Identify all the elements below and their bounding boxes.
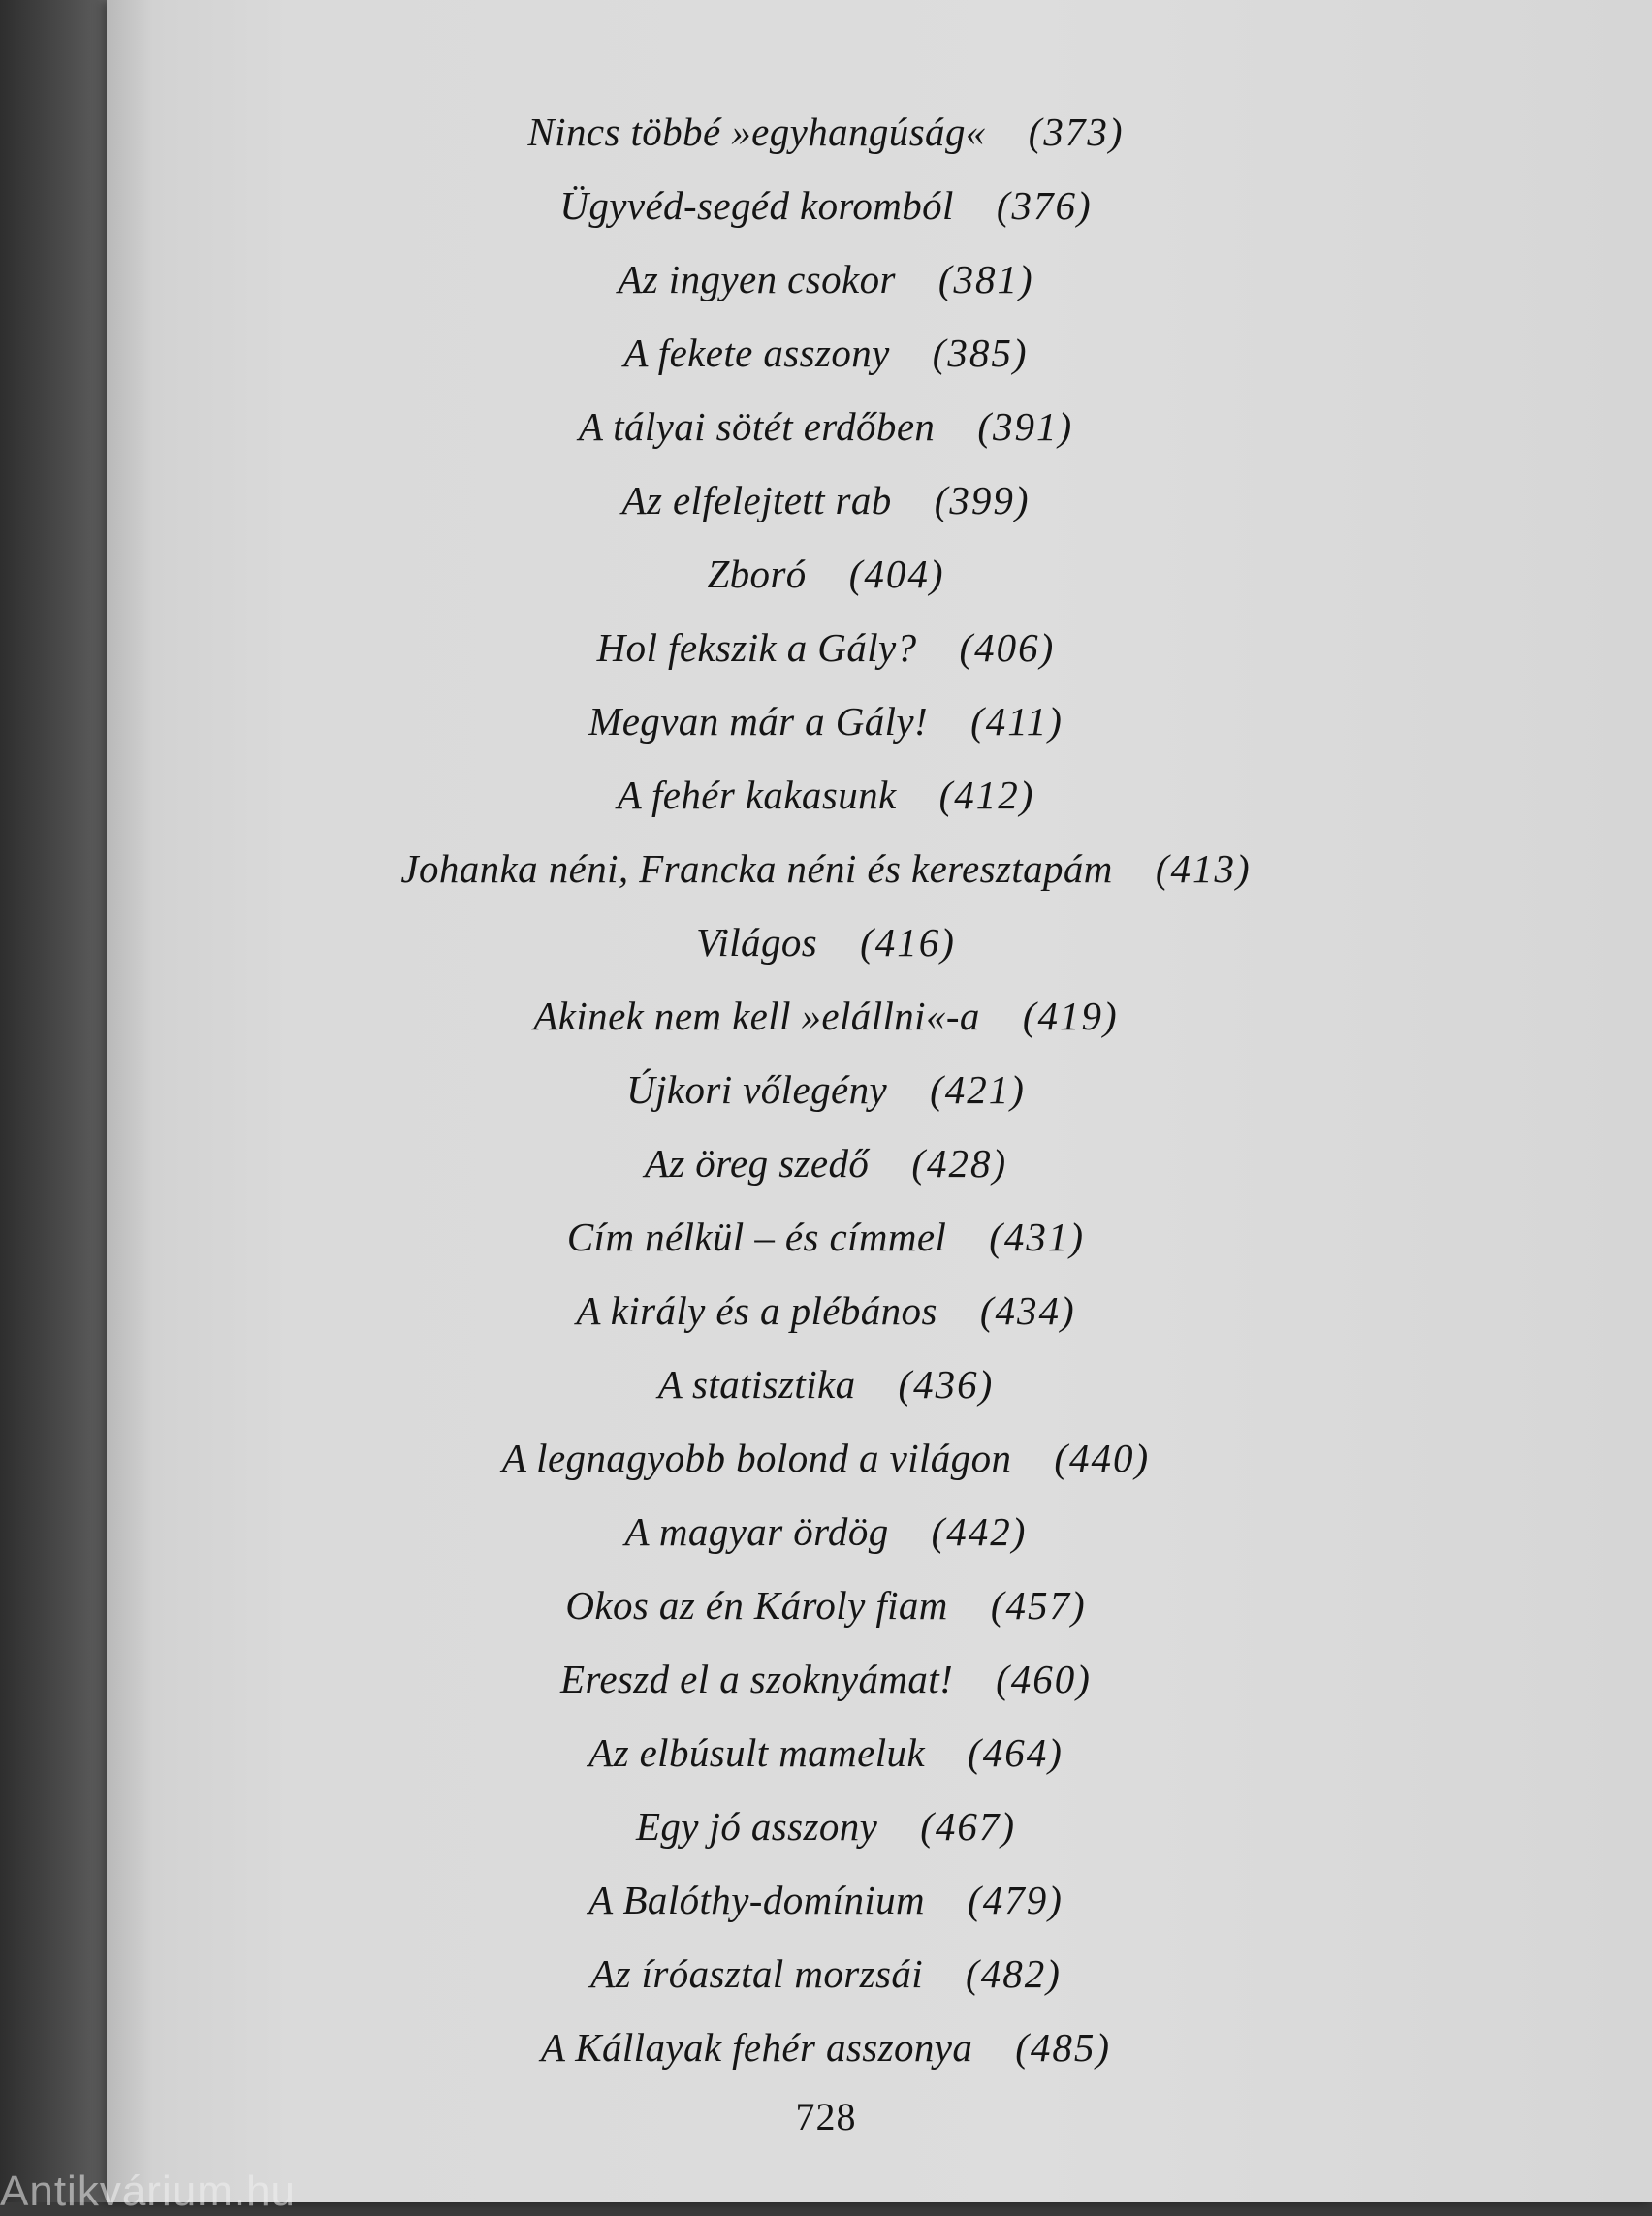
- toc-entry-page: (376): [996, 183, 1093, 228]
- toc-entry: [0, 1642, 1652, 1716]
- toc-entry: [0, 1716, 1652, 1789]
- toc-entry-page: (442): [931, 1509, 1028, 1554]
- toc-entry-title: Okos az én Károly fiam: [565, 1583, 948, 1628]
- watermark-text: Antikvárium.hu: [0, 2168, 297, 2215]
- toc-entry: [0, 1053, 1652, 1126]
- toc-entry-page: (421): [930, 1067, 1026, 1112]
- toc-entry-title: A magyar ördög: [624, 1509, 889, 1554]
- toc-entry-title: Johanka néni, Francka néni és keresztapám: [400, 846, 1113, 891]
- toc-entry-page: (464): [968, 1730, 1064, 1775]
- toc-entry-title: A Balóthy-domínium: [588, 1878, 926, 1922]
- toc-entry-title: Az öreg szedő: [644, 1141, 870, 1186]
- toc-entry-page: (373): [1028, 110, 1125, 154]
- toc-entry-page: (440): [1054, 1436, 1151, 1480]
- toc-entry-title: Nincs többé »egyhangúság«: [527, 110, 986, 154]
- toc-entry: [0, 1126, 1652, 1200]
- toc-entry: [0, 316, 1652, 390]
- toc-entry-title: Az elfelejtett rab: [621, 478, 892, 522]
- toc-entry-title: Megvan már a Gály!: [588, 699, 929, 744]
- toc-entry-title: Ügyvéd-segéd koromból: [559, 183, 954, 228]
- toc-entry-page: (482): [966, 1951, 1062, 1996]
- toc-entry-page: (457): [990, 1583, 1087, 1628]
- toc-entry: [0, 905, 1652, 979]
- toc-entry-page: (406): [959, 625, 1056, 670]
- toc-entry-title: Akinek nem kell »elállni«-a: [533, 994, 980, 1038]
- toc-entry: [0, 1421, 1652, 1495]
- toc-entry: [0, 1274, 1652, 1347]
- toc-entry: [0, 611, 1652, 684]
- toc-entry-page: (381): [937, 257, 1034, 301]
- toc-entry: [0, 2010, 1652, 2084]
- toc-entry-title: Cím nélkül – és címmel: [566, 1215, 947, 1259]
- toc-entry-page: (385): [932, 331, 1029, 375]
- toc-entry-title: Egy jó asszony: [635, 1804, 878, 1849]
- toc-entry: [0, 537, 1652, 611]
- toc-entry-page: (479): [968, 1878, 1064, 1922]
- toc-entry-page: (434): [979, 1288, 1076, 1333]
- toc-entry-title: A tályai sötét erdőben: [578, 404, 936, 449]
- toc-entry-title: Újkori vőlegény: [626, 1067, 888, 1112]
- toc-entry: [0, 1568, 1652, 1642]
- toc-entry: [0, 1347, 1652, 1421]
- toc-entry-page: (419): [1022, 994, 1119, 1038]
- toc-entry-page: (467): [920, 1804, 1017, 1849]
- toc-entry-page: (460): [996, 1657, 1092, 1701]
- toc-entry-page: (404): [848, 552, 945, 596]
- toc-entry-page: (399): [934, 478, 1031, 522]
- toc-entry-title: Hol fekszik a Gály?: [596, 625, 917, 670]
- toc-entry-title: A statisztika: [657, 1362, 856, 1407]
- toc-entry-title: Világos: [696, 920, 818, 965]
- toc-entry: [0, 832, 1652, 905]
- toc-entry: [0, 1937, 1652, 2010]
- toc-entry-title: A Kállayak fehér asszonya: [540, 2025, 973, 2070]
- toc-entry-page: (416): [860, 920, 956, 965]
- toc-entry: [0, 1495, 1652, 1568]
- toc-entry-page: (485): [1015, 2025, 1112, 2070]
- toc-entry: [0, 758, 1652, 832]
- toc-entry-title: Ereszd el a szoknyámat!: [560, 1657, 954, 1701]
- toc-entry: [0, 1789, 1652, 1863]
- toc-entry: [0, 684, 1652, 758]
- toc-entry-title: Zboró: [707, 552, 807, 596]
- page-number: 728: [795, 2095, 857, 2138]
- toc-entry-title: Az ingyen csokor: [618, 257, 896, 301]
- toc-entry: [0, 1863, 1652, 1937]
- toc-entry-page: (413): [1155, 846, 1252, 891]
- toc-entry-title: A fekete asszony: [623, 331, 890, 375]
- toc-entry-title: Az elbúsult mameluk: [588, 1730, 926, 1775]
- toc-entry: [0, 1200, 1652, 1274]
- toc-entry-page: (411): [970, 699, 1064, 744]
- toc-entry: [0, 95, 1652, 169]
- toc-entry-page: (436): [898, 1362, 995, 1407]
- toc-entry-title: Az íróasztal morzsái: [590, 1951, 924, 1996]
- toc-entry-page: (428): [911, 1141, 1008, 1186]
- toc-entry-title: A fehér kakasunk: [617, 773, 897, 817]
- toc-entry-page: (391): [977, 404, 1074, 449]
- toc-entry-title: A legnagyobb bolond a világon: [501, 1436, 1012, 1480]
- toc-entry: [0, 390, 1652, 463]
- toc-entry: [0, 242, 1652, 316]
- toc-entry: [0, 169, 1652, 242]
- toc-entry: [0, 979, 1652, 1053]
- toc-entry-page: (431): [989, 1215, 1086, 1259]
- toc-entry-title: A király és a plébános: [576, 1288, 937, 1333]
- toc-entry: [0, 463, 1652, 537]
- toc-entry-page: (412): [938, 773, 1035, 817]
